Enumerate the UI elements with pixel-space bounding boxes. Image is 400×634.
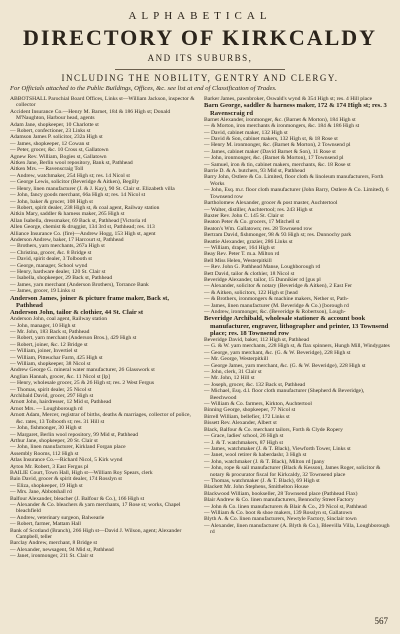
directory-entry: Balfour Alexander, bleacher (J. Balfour & Co.), 166 High st <box>10 495 145 502</box>
directory-entry: Aitken Mrs. — Ravenscraig Toll <box>10 166 84 173</box>
directory-entry: — Mr. George, Westerpitkill <box>204 356 269 363</box>
directory-entry: Barclay Andrew, merchant, 8 Bridge st <box>10 540 98 547</box>
directory-entry: Bett David, tailor & clothier, 18 Nicol st <box>204 270 295 277</box>
directory-entry: Beveridge David, baker, 112 High st, Pathhead <box>204 337 310 344</box>
directory-entry: Arnott John, hairdresser, 12 Mid st, Pathhead <box>10 399 112 406</box>
header-divider <box>115 69 285 70</box>
directory-entry: — William & Co. farmers, Kirkton, Auchtertool <box>204 401 312 408</box>
directory-entry: — Henry, wholesale grocer, 25 & 26 High st; res. 2 West Fergus <box>10 380 155 387</box>
directory-entry: Allen George, chemist & druggist, 134 3rd st, Pathhead; res. 113 <box>10 224 155 231</box>
directory-entry: — Michael, Esq. d.l. floor cloth manufacturer (Shepherd & Beveridge), Beechwood <box>204 388 365 401</box>
directory-entry: Bartholomew Alexander, grocer & post master, Auchtertool <box>204 200 338 207</box>
directory-entry: — David, spirit dealer, 3 Tolbooth st <box>10 256 92 263</box>
directory-entry: Arnott Adam, Mercer, registrar of births, deaths & marriages, collector of police, &c. rates, 13 Tolbooth st; res. 31 Hill st <box>10 412 191 425</box>
directory-entry: — Brothers, yarn merchants, 267a High st <box>10 243 105 250</box>
header-kicker: ALPHABETICAL <box>128 10 272 22</box>
directory-entry: Blyth A. & Co. linen manufacturers, Newtyle Factory, Sinclair town <box>204 516 357 523</box>
directory-entry: Alliance Insurance Co. (fire)—Andrew Hogg, 153 High st, agent <box>10 230 156 237</box>
directory-entry: Anderson John, coal agent, Railway station <box>10 316 108 323</box>
directory-entry: — Henry M. ironmonger, &c. (Barnet & Morton), 2 Townsend pl <box>204 142 351 149</box>
directory-header <box>10 10 390 83</box>
directory-entry: — Grace, ladies' school, 26 High st <box>204 433 284 440</box>
directory-entry: — Andrew, veterinary surgeon, Balwearie <box>10 514 105 521</box>
directory-entry: Adam Jane, shopkeeper, 10 Charlotte st <box>10 121 99 128</box>
directory-entry: — Robert, joiner, &c. 12 Bridge st <box>10 341 88 348</box>
directory-entry: Barn George, saddler & harness maker, 172 & 174 High st; res. 3 Ravenscraig rd <box>204 102 387 117</box>
directory-entry: — & Aitken, solicitors, 122 High st [head <box>204 289 298 296</box>
directory-entry: — Eliza, shopkeeper, 19 High st <box>10 482 83 489</box>
directory-entry: — David & Son, cabinet makers, 132 High st, & 18 Rose st <box>204 136 338 143</box>
directory-entry: — Thomas, watchmaker (J. & T. Black), 69 High st <box>204 477 320 484</box>
directory-entry: — John, clerk, 31 Clair st <box>204 369 262 376</box>
directory-entry: — John, baker & grocer, 108 High st <box>10 198 93 205</box>
directory-entry: — Robert, farmer, Mattam Hall <box>10 521 81 528</box>
directory-entry: Arnot Mrs. — Loughborough rd <box>10 405 83 412</box>
directory-entry: — Thomas, spirit dealer, 25 Nicol st <box>10 386 92 393</box>
directory-entry: — John & Co. linen manufacturers & Blair & Co., 29 Nicol st, Pathhead <box>204 503 367 510</box>
directory-entry: Beay Rev. Peter T. m.a. Milton rd <box>204 251 280 258</box>
directory-entry: Anglian Hannah, grocer, &c. 11 Nicol st [lp] <box>10 373 110 380</box>
directory-entry: Aitken Jane, Berlin wool repository, Bank st, Pathhead <box>10 160 133 167</box>
directory-entry: — John, ironmonger, &c. (Barnet & Morton), 17 Townsend pl <box>204 155 344 162</box>
directory-entry: Aitkin Mary, saddler & harness maker, 265 High st <box>10 211 125 218</box>
directory-entry: — Alexander, solicitor & notary (Beveridge & Aitken), 2 East Fer <box>204 283 352 290</box>
directory-entry: — James, grocer, 19 Links st <box>10 288 76 295</box>
directory-entry: Barrie D. & A. butchers, 93 Mid st, Pathhead <box>204 168 305 175</box>
directory-entry: Bertram David, fishmonger, 98 & 93 High st; res. Dunnochy park <box>204 232 352 239</box>
directory-entry: — Isabella, shopkeeper, 29 Back st, Pathhead <box>10 275 113 282</box>
directory-entry: — Peter, grocer, &c. 10 Cross st, Gallatown <box>10 147 109 154</box>
directory-entry: — William, shopkeeper, 38 Nicol st <box>10 361 91 368</box>
directory-entry: Binning George, shopkeeper, 77 Nicol st <box>204 407 296 414</box>
directory-entry: BAILIE Court, Town Hall, High st—William Roy Spears, clerk <box>10 469 153 476</box>
directory-entry: Accident Insurance Co.—Henry M. Barnet, 184 & 186 High st; Donald M'Naughton, Harbour head, agents <box>10 108 171 122</box>
directory-entry: — Joseph, grocer, &c. 132 Back st, Pathhead <box>204 381 306 388</box>
directory-entry: — Rev. John G. Pathhead Manse, Loughborough rd <box>204 264 321 271</box>
directory-entry: Anderson James, joiner & picture frame maker, Back st, Pathhead <box>10 294 170 309</box>
directory-entry: — William, joiner, Invertiel st <box>10 348 78 355</box>
directory-entry: — James, linen manufacturer (M. Beveridge & Co.) [borough rd <box>204 302 349 309</box>
directory-entry: — David, cabinet maker, 132 High st <box>204 129 288 136</box>
directory-entry: — James, cabinet maker (David Barnet & Son), 11 Rose st <box>204 148 336 155</box>
directory-entry: Barker James, pawnbroker, Oswald's wynd & 354 High st; res. 4 Hill place <box>204 96 373 102</box>
directory-entry: — Robert, spirit dealer, 238 High st, & coal agent, Railway station <box>10 204 160 211</box>
header-subtitle-suburbs: AND ITS SUBURBS, <box>147 53 253 63</box>
directory-entry: — James, watchmaker (J. & T. Black), Viewforth Tower, Links st <box>204 445 351 452</box>
directory-entry: — John, watchmaker (J. & T. Black), Milton rd [pany <box>204 458 325 465</box>
directory-entry: Beattie Alexander, grazier, 286 Links st <box>204 238 293 245</box>
directory-entry: Bank of Scotland (Branch), 266 High st—David J. Wilson, agent; Alexander Campbell, teller <box>10 527 182 541</box>
directory-entry: Andrew George G. mineral water manufacturer, 26 Glasswork st <box>10 367 155 374</box>
directory-entry: — John, Esq. m.r. floor cloth manufacturer (John Barry, Ostlere & Co. Limited), 6 Townsend row <box>204 187 389 200</box>
directory-entry: — & Morton, iron merchants & ironmongers, &c. 184 & 186 High st <box>204 123 360 130</box>
directory-entry: Anderson John, tailor & clothier, 44 St. Clair st <box>10 309 144 316</box>
directory-entry: Blackwood William, bookseller, 28 Townsend place (Pathhead Flax) <box>204 490 358 497</box>
directory-entry: Anderson Andrew, baker, 17 Harcourt st, Pathhead <box>10 236 124 243</box>
directory-entry: — John, fancy goods merchant, 66a High st; res. 14 Nicol st <box>10 192 146 199</box>
directory-entry: Ayton Mr. Robert, 3 East Fergus pl <box>10 463 89 470</box>
officials-note: For Officials attached to the Public Buildings, Offices, &c. see list at end of Classification of Trades. <box>10 85 277 92</box>
directory-entry: — & Brothers, ironmongers & machine makers, Nether st, Path- <box>204 296 349 303</box>
directory-entry: Bell Miss Helen, Westerpitkill <box>204 257 272 264</box>
directory-entry: Beveridge Archibald, wholesale stationer & account book manufacturer, engraver, lithographer and printer, 13 Townsend place; res. 18 Townsend row <box>204 315 389 337</box>
directory-entry: — William, Pitteuchar Farm, 425 High st <box>10 354 103 361</box>
directory-entry: Barry John, Ostlere & Co. Limited, floor cloth & linoleum manufacturers, Forth Works <box>204 174 384 187</box>
directory-entry: — Alexander & Co. bleachers & yarn merchants, 17 Rose st; works, Chapel bleachfield <box>10 501 181 515</box>
directory-entry: — William & Co. boot & shoe makers, 139 Rosslyn st, Gallatown <box>204 509 353 516</box>
directory-entry: Baxter Rev. John C. 145 St. Clair st <box>204 212 284 219</box>
directory-entry: Barnet Alexander, ironmonger, &c. (Barnet & Morton), 184 High st <box>204 116 356 123</box>
directory-entry: Black, Balfour & Co. merchant tailors, Forth & Clyde Ropery <box>204 426 343 433</box>
directory-entry: — James, shopkeeper, 12 Cowan st <box>10 140 90 147</box>
directory-entry: — Andrew, ironmonger, &c. (Beveridge & Robertson), Lough- <box>204 309 346 315</box>
directory-entry: — Andrew, watchmaker, 254 High st; res. 14 Nicol st <box>10 172 130 179</box>
directory-entry: Bain David, grocer & spirit dealer, 174 Rosslyn st <box>10 476 122 483</box>
directory-entry: — Mr. John, 183 Back st, Pathhead <box>10 329 90 336</box>
directory-entry: Allan Isabella, dressmaker, 69 Back st, Pathhead [Victoria rd <box>10 217 147 224</box>
directory-entry: — J. & T. watchmakers, 87 High st <box>204 439 284 446</box>
directory-entry: Adamson James P. solicitor, 232a High st <box>10 134 103 141</box>
directory-entry: — James, yarn merchant (Anderson Brothers), Torrance Bank <box>10 281 149 288</box>
left-column <box>10 96 196 560</box>
directory-entry: Bissett Rev. Alexander, Albert st <box>204 420 277 427</box>
page-number: 567 <box>374 616 388 626</box>
directory-entry: Beveridge Alexander, tailor, 15 Dunnikier rd [gus pl <box>204 276 321 283</box>
directory-entry: — Janet, wool retirer & haberdashr, 3 High st <box>204 452 307 459</box>
directory-entry: — Robert, confectioner, 23 Links st <box>10 128 91 135</box>
directory-entry: — Alexander, newsagent, 94 Mid st, Pathhead <box>10 546 114 553</box>
directory-entry: Beaton's Wm. Gallatown; res. 28 Townsend row <box>204 225 313 232</box>
directory-entry: Atlas Insurance Co.—Richard Nicol, 5 Kirk wynd <box>10 457 123 464</box>
directory-entry: — Henry, linen manufacturer (J. & J. Kay), 90 St. Clair st. Elizabeth villa <box>10 185 175 192</box>
entry-columns <box>10 96 390 560</box>
directory-entry: — John, fishmonger, 30 High st <box>10 425 82 432</box>
directory-entry: — Henry, hardware dealer, 120 St. Clair st <box>10 268 106 275</box>
directory-entry: — G. & W. yarn merchants, 228 High st, & flax spinners, Hungh Mill, Windygates <box>204 343 390 350</box>
directory-entry: Agnew Rev. William, Bogies st, Gallatown <box>10 153 107 160</box>
directory-entry: — Christina, grocer, &c. 8 Bridge st <box>10 249 92 256</box>
directory-entry: Arthur Jane, shopkeeper, 20 St. Clair st <box>10 437 98 444</box>
directory-entry: — John, manager, 10 High st <box>10 322 76 329</box>
directory-entry: Archibald David, grocer, 297 High st <box>10 393 94 400</box>
directory-entry: — Mr. John, 12 Hill st <box>204 375 255 382</box>
directory-entry: — Samuel, iron & tin, cabinet makers, merchants, &c. 18 Rose st <box>204 161 351 168</box>
directory-entry: — William, draper, 164 High st <box>204 244 275 251</box>
directory-entry: Birrell William, bellefier, 172 Links st <box>204 413 290 420</box>
directory-entry: — Robert, yarn merchant (Anderson Bros.), 429 High st <box>10 335 137 342</box>
page-title: DIRECTORY OF KIRKCALDY <box>22 25 378 50</box>
directory-entry: Beaton Peter & Co. grocers, 17 Mitchell st <box>204 219 300 226</box>
directory-entry: — John, rope & sail manufacturer (Black & Kesson), James Roger, solicitor & notary & procurator fiscal for Kirkcaldy, 32 Townsend place <box>204 465 381 478</box>
directory-entry: ABBOTSHALL Parochial Board Offices, Links st—William Jackson, inspector & collector <box>10 96 195 109</box>
directory-entry: — Walter, distiller, Auchtertool; res. 243 High st <box>204 206 313 213</box>
directory-entry: Assembly Rooms, 112 High st <box>10 450 79 457</box>
directory-entry: Blair Andrew & Co. linen manufacturers, Bennochy Street Factory <box>204 497 354 504</box>
directory-entry: — George Lewis, solicitor (Beveridge & Aitken), Begilly <box>10 179 139 186</box>
directory-entry: — George James, yarn merchant, &c. (G. & W. Beveridge), 228 High st <box>204 362 366 369</box>
right-column <box>204 96 390 560</box>
directory-entry: — John, linen manufacturer, Kirkland Forgan place <box>10 444 126 451</box>
header-subtitle-nobility: INCLUDING THE NOBILITY, GENTRY AND CLERGY. <box>61 73 339 83</box>
directory-entry: Blackett Mr. John Stephens, Smithelton House <box>204 484 309 491</box>
directory-entry: — Mrs. Jane, Abbotshall rd <box>10 489 72 496</box>
directory-entry: — Margaret, Berlin wool repository, 99 Mid st, Pathhead <box>10 431 139 438</box>
directory-entry: — George, manager, School wynd <box>10 262 88 269</box>
directory-entry: — George, yarn merchant, &c. (G. & W. Beveridge), 228 High st <box>204 349 351 356</box>
directory-entry: — Janet, ironmonger, 211 St. Clair st <box>10 553 94 560</box>
directory-entry: — Alexander, linen manufacturer (A. Blyth & Co.), Bleevilla Villa, Loughborough rd <box>204 522 390 536</box>
